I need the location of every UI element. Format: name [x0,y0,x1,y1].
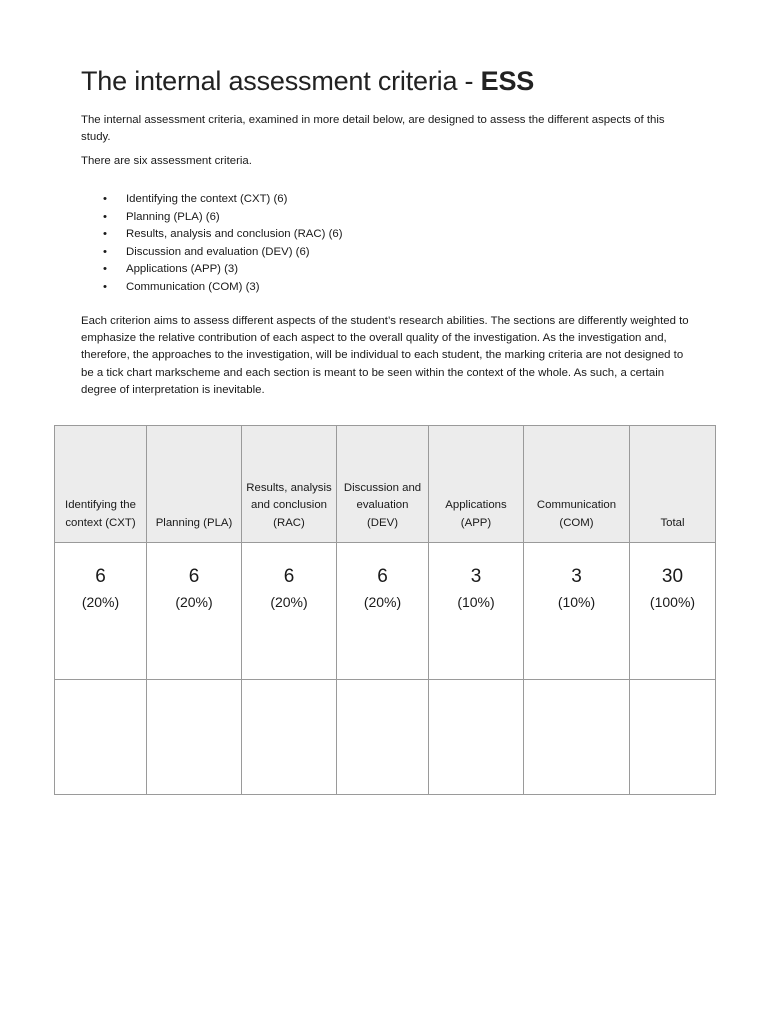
list-item-text: Results, analysis and conclusion (RAC) (6) [126,228,343,241]
mark-percent: (20%) [363,594,402,610]
empty-cell [630,680,716,795]
criteria-count-paragraph: There are six assessment criteria. [81,155,252,167]
empty-cell [55,680,147,795]
header-cell-com [524,426,630,543]
mark-cell-total [630,543,716,680]
mark-value: 6 [188,566,200,587]
mark-cell-rac [242,543,337,680]
header-cell-rac [242,426,337,543]
header-label: Communication (COM) [536,499,617,529]
empty-cell [337,680,429,795]
header-label: Total [660,516,685,529]
mark-cell-cxt [55,543,147,680]
criteria-list [81,191,343,297]
list-item [81,191,343,209]
list-item-text: Discussion and evaluation (DEV) (6) [126,245,310,258]
mark-percent: (20%) [175,594,213,610]
explanation-paragraph: Each criterion aims to assess different aspects of the student’s research abilities. The sections are differently weighted to emphasize the relative contribution of each aspect to the overall quality of the investigation. As the investigation and, therefore, the approaches to the investigation, will be individual to each student, the marking criteria are not designed to be a tick chart markscheme and each section is meant to be seen within the context of the whole. As such, a certain degree of interpretation is inevitable. [81,315,689,396]
mark-cell-com [524,543,630,680]
bullet-icon: • [103,280,107,293]
mark-cell-app [429,543,524,680]
criteria-weight-table [54,425,716,795]
mark-percent: (100%) [649,594,696,610]
bullet-icon: • [103,228,107,241]
mark-value: 3 [470,566,482,587]
empty-cell [429,680,524,795]
mark-percent: (10%) [457,594,495,610]
table-header-row [55,426,716,543]
bullet-icon: • [103,245,107,258]
header-cell-pla [147,426,242,543]
list-item-text: Planning (PLA) (6) [126,210,220,223]
page-title [81,66,534,97]
table-row-empty [55,680,716,795]
mark-percent: (20%) [81,594,120,610]
mark-cell-pla [147,543,242,680]
list-item [81,244,343,262]
list-item-text: Identifying the context (CXT) (6) [126,193,288,205]
header-label: Applications (APP) [445,499,507,529]
bullet-icon: • [103,263,107,276]
mark-value: 6 [283,566,295,587]
mark-percent: (10%) [557,594,596,610]
empty-cell [524,680,630,795]
mark-value: 3 [571,566,582,587]
list-item-text: Applications (APP) (3) [126,263,239,276]
list-item [81,261,343,279]
list-item [81,209,343,227]
empty-cell [242,680,337,795]
list-item-text: Communication (COM) (3) [126,280,260,293]
mark-value: 6 [95,566,106,587]
mark-value: 6 [377,566,388,587]
header-label: Discussion and evaluation (DEV) [343,481,422,529]
header-cell-dev [337,426,429,543]
bullet-icon: • [103,193,107,205]
header-cell-app [429,426,524,543]
header-label: Planning (PLA) [155,516,233,529]
header-cell-total [630,426,716,543]
mark-value: 30 [661,566,684,587]
intro-paragraph: The internal assessment criteria, examined in more detail below, are designed to assess the different aspects of this study. [81,114,665,144]
header-label: Results, analysis and conclusion (RAC) [246,481,332,529]
header-label: Identifying the context (CXT) [65,499,136,529]
mark-percent: (20%) [270,594,308,610]
list-item [81,279,343,297]
empty-cell [147,680,242,795]
list-item [81,226,343,244]
mark-cell-dev [337,543,429,680]
bullet-icon: • [103,210,107,223]
title-emphasis: ESS [480,66,535,96]
header-cell-cxt [55,426,147,543]
table-row-marks [55,543,716,680]
title-main: The internal assessment criteria - [81,66,481,96]
